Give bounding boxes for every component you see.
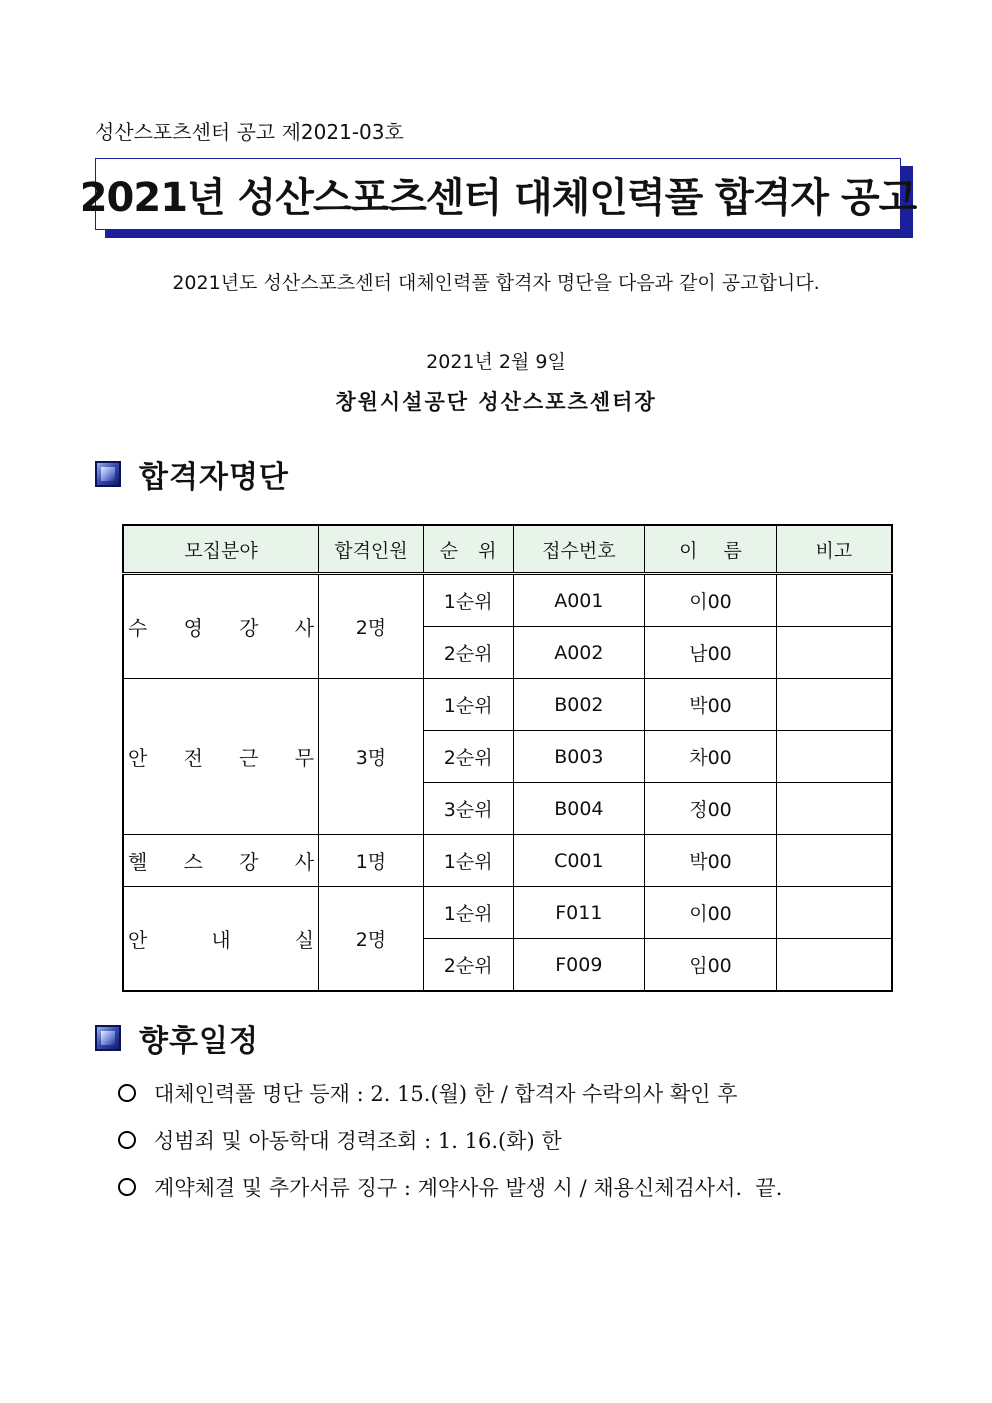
name-cell: 남00	[645, 627, 777, 679]
table-row	[123, 887, 892, 939]
column-header: 합격인원	[319, 525, 424, 574]
square-bullet-icon	[95, 1025, 121, 1051]
name-cell: 임00	[645, 939, 777, 992]
field-char: 무	[294, 746, 315, 770]
reg-no-cell: A002	[513, 627, 645, 679]
field-char: 강	[239, 616, 259, 640]
name-cell: 박00	[645, 679, 777, 731]
section-header-roster	[95, 452, 289, 496]
field-char: 안	[128, 746, 148, 770]
schedule-text: 대체인력풀 명단 등재 : 2. 15.(월) 한 / 합격자 수락의사 확인 후	[154, 1082, 738, 1106]
field-char: 헬	[128, 850, 148, 874]
column-header: 이 름	[645, 525, 777, 574]
roster-table	[122, 524, 893, 992]
page-title: 2021년 성산스포츠센터 대체인력풀 합격자 공고	[95, 158, 901, 230]
issuer: 창원시설공단 성산스포츠센터장	[335, 389, 657, 414]
square-bullet-icon	[95, 461, 121, 487]
column-header: 순 위	[423, 525, 513, 574]
section-title: 합격자명단	[139, 460, 289, 495]
schedule-text: 성범죄 및 아동학대 경력조회 : 1. 16.(화) 한	[154, 1129, 562, 1153]
rank-cell: 1순위	[423, 679, 513, 731]
reg-no-cell: F009	[513, 939, 645, 992]
notice-number: 성산스포츠센터 공고 제2021-03호	[95, 120, 404, 144]
schedule-list	[118, 1078, 782, 1219]
field-char: 강	[239, 850, 259, 874]
field-cell	[123, 835, 319, 887]
note-cell	[776, 939, 892, 992]
intro-text: 2021년도 성산스포츠센터 대체인력풀 합격자 명단을 다음과 같이 공고합니다.	[172, 272, 820, 294]
field-char: 내	[211, 928, 231, 952]
field-char: 안	[128, 928, 148, 952]
note-cell	[776, 887, 892, 939]
count-cell: 2명	[319, 887, 424, 992]
table-row	[123, 679, 892, 731]
name-cell: 박00	[645, 835, 777, 887]
schedule-text: 계약체결 및 추가서류 징구 : 계약사유 발생 시 / 채용신체검사서. 끝.	[154, 1176, 783, 1200]
count-cell: 1명	[319, 835, 424, 887]
rank-cell: 1순위	[423, 835, 513, 887]
circle-bullet-icon	[118, 1178, 136, 1196]
table-row	[123, 835, 892, 887]
note-cell	[776, 783, 892, 835]
field-char: 실	[294, 928, 315, 952]
list-item	[118, 1078, 782, 1108]
reg-no-cell: B004	[513, 783, 645, 835]
field-cell	[123, 679, 319, 835]
rank-cell: 1순위	[423, 574, 513, 627]
column-header: 모집분야	[123, 525, 319, 574]
field-char: 사	[294, 850, 315, 874]
field-cell	[123, 574, 319, 679]
field-cell	[123, 887, 319, 992]
section-title: 향후일정	[139, 1024, 259, 1059]
field-char: 스	[183, 850, 203, 874]
rank-cell: 3순위	[423, 783, 513, 835]
list-item	[118, 1172, 782, 1202]
note-cell	[776, 574, 892, 627]
reg-no-cell: A001	[513, 574, 645, 627]
notice-date: 2021년 2월 9일	[426, 351, 566, 373]
note-cell	[776, 627, 892, 679]
list-item	[118, 1125, 782, 1155]
count-cell: 2명	[319, 574, 424, 679]
title-banner	[79, 158, 917, 238]
section-header-schedule	[95, 1016, 259, 1060]
count-cell: 3명	[319, 679, 424, 835]
field-char: 수	[128, 616, 148, 640]
rank-cell: 2순위	[423, 939, 513, 992]
column-header: 비고	[776, 525, 892, 574]
reg-no-cell: B002	[513, 679, 645, 731]
name-cell: 이00	[645, 574, 777, 627]
note-cell	[776, 679, 892, 731]
table-row	[123, 574, 892, 627]
circle-bullet-icon	[118, 1084, 136, 1102]
field-char: 사	[294, 616, 315, 640]
reg-no-cell: C001	[513, 835, 645, 887]
column-header: 접수번호	[513, 525, 645, 574]
circle-bullet-icon	[118, 1131, 136, 1149]
table-header-row	[123, 525, 892, 574]
field-char: 근	[239, 746, 259, 770]
rank-cell: 2순위	[423, 731, 513, 783]
note-cell	[776, 835, 892, 887]
rank-cell: 1순위	[423, 887, 513, 939]
field-char: 영	[183, 616, 203, 640]
reg-no-cell: F011	[513, 887, 645, 939]
name-cell: 이00	[645, 887, 777, 939]
name-cell: 차00	[645, 731, 777, 783]
reg-no-cell: B003	[513, 731, 645, 783]
note-cell	[776, 731, 892, 783]
field-char: 전	[183, 746, 203, 770]
rank-cell: 2순위	[423, 627, 513, 679]
name-cell: 정00	[645, 783, 777, 835]
